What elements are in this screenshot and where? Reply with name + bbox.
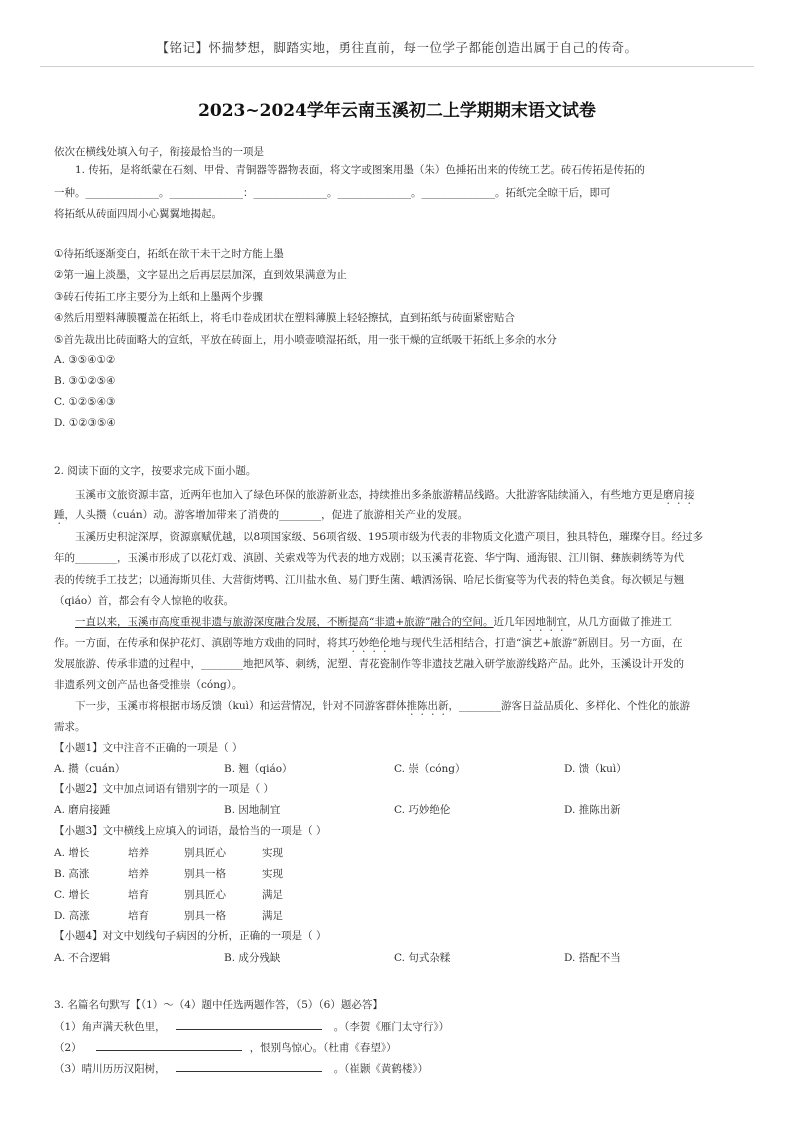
sub3-option-a-word2: 培养 — [128, 847, 149, 859]
q1-option-b[interactable]: B. ③①②⑤④ — [54, 375, 116, 387]
sub3-option-a-word3: 别具匠心 — [184, 847, 226, 859]
sub1-option-b[interactable]: B. 翘（qiáo） — [224, 763, 293, 775]
sub2-stem: 【小题2】文中加点词语有错别字的一项是（ ） — [54, 783, 275, 795]
sub4-option-b[interactable]: B. 成分残缺 — [224, 952, 281, 964]
q1-stem-line3: 将拓纸从砖面四周小心翼翼地揭起。 — [54, 208, 222, 220]
answer-blank-3[interactable] — [176, 1058, 322, 1072]
sub3-option-d[interactable]: D. 高涨 — [54, 910, 90, 922]
sub3-option-c-word3: 别具匠心 — [184, 889, 226, 901]
q1-sentence-4: ④然后用塑料薄膜覆盖在拓纸上，将毛巾卷成团状在塑料薄膜上轻轻擦拭，直到拓纸与砖面紧密贴合 — [54, 312, 515, 324]
sub3-option-d-word2: 培育 — [128, 910, 149, 922]
sub3-option-c-word4: 满足 — [262, 889, 283, 901]
q2-paragraph3-line3: 发展旅游、传承非遗的过程中，________地把风筝、刺绣，泥塑、青花瓷制作等非遗技艺融入研学旅游线路产品。此外，玉溪设计开发的 — [54, 658, 684, 670]
q2-intro: 2. 阅读下面的文字，按要求完成下面小题。 — [54, 465, 257, 477]
dotted-word-tuichenchuxin: 推陈出新 — [406, 700, 449, 712]
sub3-option-d-word3: 别具一格 — [184, 910, 226, 922]
dotted-word-yindizhiyi: 因地制宜 — [525, 616, 568, 628]
sub2-option-c[interactable]: C. 巧妙绝伦 — [394, 804, 451, 816]
q1-stem-line1: 1. 传拓，是将纸蒙在石刻、甲骨、青铜器等器物表面，将文字或图案用墨（朱）色捶拓出来的传统工艺。砖石传拓是传拓的 — [75, 164, 645, 176]
q1-option-a[interactable]: A. ③⑤④①② — [54, 354, 116, 366]
underlined-sentence: 一直以来，玉溪市高度重视非遗与旅游深度融合发展，不断提高“非遗+旅游”融合的空间。 — [75, 616, 494, 628]
q2-paragraph3-line4: 非遗系列文创产品也备受推崇（cóng）。 — [54, 679, 243, 691]
q2-paragraph4-line1: 下一步，玉溪市将根据市场反馈（kuì）和运营情况，针对不同游客群体推陈出新，________游客日益品质化、多样化、个性化的旅游 — [75, 700, 690, 712]
q2-paragraph2-line1: 玉溪历史积淀深厚，资源禀赋优越，以8项国家级、56项省级、195项市级为代表的非物质文化遗产项目，独具特色，璀璨夺目。经过多 — [75, 531, 704, 543]
sub3-option-a-word4: 实现 — [262, 847, 283, 859]
q1-option-c[interactable]: C. ①②⑤④③ — [54, 396, 116, 408]
q3-line1: （1）角声满天秋色里， 。（李贺《雁门太守行》） — [54, 1016, 449, 1038]
q1-sentence-5: ⑤首先裁出比砖面略大的宣纸，平放在砖面上，用小喷壶喷湿拓纸，用一张干燥的宣纸吸干拓纸上多余的水分 — [54, 334, 557, 346]
q2-paragraph2-line3: 表的传统手工技艺；以通海斯贝佳、大营街烤鸭、江川盐水鱼、易门野生菌、峨洒汤锅、哈尼长街宴等为代表的特色美食。每次顿足与翘 — [54, 574, 684, 586]
sub2-option-b[interactable]: B. 因地制宜 — [224, 804, 281, 816]
sub4-stem: 【小题4】对文中划线句子病因的分析，正确的一项是（ ） — [54, 930, 327, 942]
q2-paragraph2-line4: （qiáo）首，都会有令人惊艳的收获。 — [54, 595, 235, 607]
q1-option-d[interactable]: D. ①②③⑤④ — [54, 417, 116, 429]
q2-paragraph1-line1: 玉溪市文旅资源丰富，近两年也加入了绿色环保的旅游新业态，持续推出多条旅游精品线路。大批游客陆续涌入，有些地方更是磨肩接 — [75, 489, 695, 501]
sub3-option-d-word4: 满足 — [262, 910, 283, 922]
sub1-option-a[interactable]: A. 攒（cuán） — [54, 763, 126, 775]
q2-paragraph2-line2: 年的________，玉溪市形成了以花灯戏、滇剧、关索戏等为代表的地方戏剧；以玉溪青花瓷、华宁陶、通海银、江川铜、彝族刺绣等为代 — [54, 552, 684, 564]
page-title: 2023~2024学年云南玉溪初二上学期期末语文试卷 — [198, 101, 596, 121]
sub1-option-d[interactable]: D. 馈（kuì） — [564, 763, 627, 775]
sub3-stem: 【小题3】文中横线上应填入的词语，最恰当的一项是（ ） — [54, 825, 327, 837]
sub3-option-c-word2: 培育 — [128, 889, 149, 901]
sub1-stem: 【小题1】文中注音不正确的一项是（ ） — [54, 742, 243, 754]
q2-paragraph4-line2: 需求。 — [54, 721, 86, 733]
q3-line3: （3）晴川历历汉阳树， 。（崔颢《黄鹤楼》） — [54, 1058, 428, 1080]
q3-line2: （2） ，恨别鸟惊心。（杜甫《春望》） — [54, 1037, 397, 1059]
sub4-option-c[interactable]: C. 句式杂糅 — [394, 952, 451, 964]
q1-sentence-2: ②第一遍上淡墨，文字显出之后再层层加深，直到效果满意为止 — [54, 269, 347, 281]
sub4-option-d[interactable]: D. 搭配不当 — [564, 952, 621, 964]
q1-sentence-3: ③砖石传拓工序主要分为上纸和上墨两个步骤 — [54, 291, 263, 303]
sub3-option-c[interactable]: C. 增长 — [54, 889, 90, 901]
sub3-option-b-word3: 别具一格 — [184, 868, 226, 880]
q2-paragraph3-line1: 一直以来，玉溪市高度重视非遗与旅游深度融合发展，不断提高“非遗+旅游”融合的空间。近几年因地制宜，从几方面做了推进工 — [75, 616, 673, 628]
sub2-option-a[interactable]: A. 磨肩接踵 — [54, 804, 111, 816]
dotted-word-qiaomiaojuelun: 巧妙绝伦 — [348, 637, 390, 649]
header-divider — [40, 66, 754, 67]
answer-blank-2[interactable] — [96, 1037, 242, 1051]
q2-paragraph1-line2: 踵，人头攒（cuán）动。游客增加带来了消费的________，促进了旅游相关产业的发展。 — [54, 509, 469, 521]
motto-banner: 【铭记】怀揣梦想，脚踏实地，勇往直前，每一位学子都能创造出属于自己的传奇。 — [156, 40, 638, 55]
sub3-option-a[interactable]: A. 增长 — [54, 847, 90, 859]
dotted-word-mojianjiezhong: 磨肩接 — [663, 489, 695, 501]
q1-sentence-1: ①待拓纸逐渐变白，拓纸在欲干未干之时方能上墨 — [54, 248, 284, 260]
q1-stem-line2: 一种。______________。______________：______________。______________。______________。拓纸完全晾干后，即可 — [54, 187, 611, 199]
sub1-option-c[interactable]: C. 崇（cóng） — [394, 763, 466, 775]
sub3-option-b-word4: 实现 — [262, 868, 283, 880]
q1-instruction: 依次在横线处填入句子，衔接最恰当的一项是 — [54, 146, 264, 158]
sub3-option-b-word2: 培养 — [128, 868, 149, 880]
answer-blank-1[interactable] — [176, 1016, 322, 1030]
sub3-option-b[interactable]: B. 高涨 — [54, 868, 90, 880]
sub2-option-d[interactable]: D. 推陈出新 — [564, 804, 621, 816]
q3-stem: 3. 名篇名句默写【（1）～（4）题中任选两题作答，（5）（6）题必答】 — [54, 999, 383, 1011]
sub4-option-a[interactable]: A. 不合逻辑 — [54, 952, 111, 964]
q2-paragraph3-line2: 作。一方面，在传承和保护花灯、滇剧等地方戏曲的同时，将其巧妙绝伦地与现代生活相结合，打造“演艺+旅游”新剧目。另一方面，在 — [54, 637, 683, 649]
